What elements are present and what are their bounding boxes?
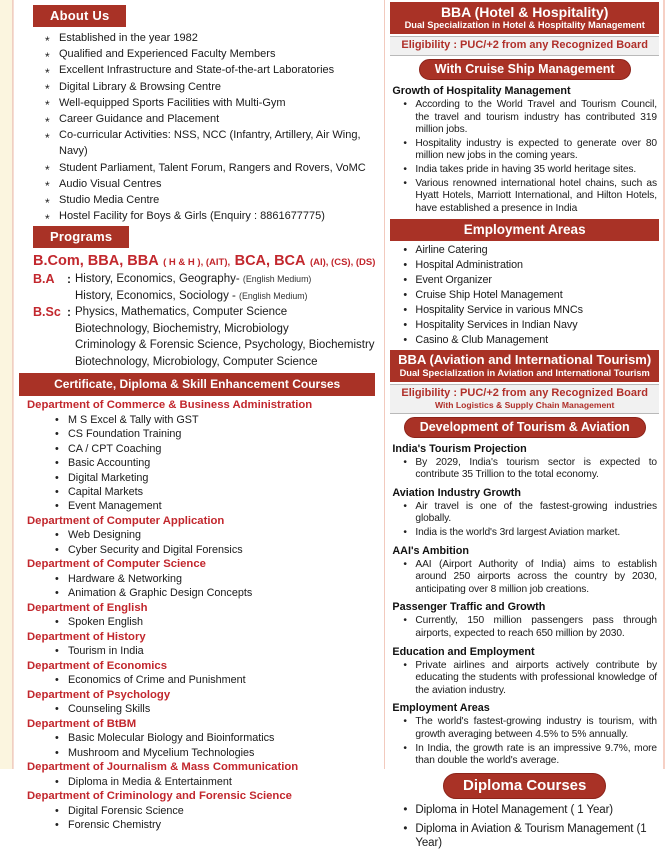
department-items (19, 731, 375, 760)
aviation-section (390, 702, 659, 767)
bullet-item: • In India, the growth rate is an impressive 9.7%, more than double the world's average. (403, 743, 657, 768)
section-heading: Aviation Industry Growth (392, 486, 521, 499)
growth-bullets (390, 99, 659, 215)
department-name: Department of Computer Application (27, 514, 225, 527)
course-item: • Cyber Security and Digital Forensics (55, 543, 375, 557)
department-block (19, 601, 375, 630)
programs-main-seg3: BCA, BCA (234, 253, 306, 270)
department-items (19, 615, 375, 629)
bullet-item: • By 2029, India's tourism sector is expected to contribute 35 Trillion to the total economy. (403, 457, 657, 482)
medium-note: (English Medium) (242, 274, 312, 285)
course-item: • Economics of Crime and Punishment (55, 673, 375, 687)
section-bullets (390, 615, 659, 640)
course-item: • Basic Molecular Biology and Bioinformatics (55, 731, 375, 745)
section-bullets (390, 716, 659, 767)
employment-areas-bar: Employment Areas (390, 219, 659, 241)
department-name: Department of History (27, 630, 146, 643)
department-items (19, 673, 375, 687)
ba-label: B.A (33, 272, 55, 287)
course-item: • Capital Markets (55, 485, 375, 499)
ba-colon: : (67, 272, 71, 287)
department-items (19, 528, 375, 557)
ba-line-text: History, Economics, Sociology - (75, 289, 236, 302)
bsc-colon: : (67, 305, 71, 320)
department-items (19, 572, 375, 601)
about-item: * Well-equipped Sports Facilities with Multi-Gym (45, 95, 375, 111)
course-item: • Forensic Chemistry (55, 818, 375, 832)
about-item: * Career Guidance and Placement (45, 111, 375, 127)
section-bullets (390, 559, 659, 597)
department-items (19, 804, 375, 833)
bsc-line: Physics, Mathematics, Computer Science (75, 306, 288, 319)
department-name: Department of Journalism & Mass Communication (27, 761, 299, 774)
course-item: • Animation & Graphic Design Concepts (55, 586, 375, 600)
course-item: • Basic Accounting (55, 456, 375, 470)
growth-heading: Growth of Hospitality Management (392, 85, 571, 97)
bsc-line: Biotechnology, Microbiology, Computer Science (75, 355, 318, 368)
tourism-aviation-pill: Development of Tourism & Aviation (404, 417, 646, 438)
department-block (19, 630, 375, 659)
about-item: * Qualified and Experienced Faculty Members (45, 46, 375, 62)
programs-main-seg4: (AI), (CS), (DS) (309, 257, 376, 269)
department-name: Department of Computer Science (27, 558, 206, 571)
course-item: • Counseling Skills (55, 702, 375, 716)
about-item: * Hostel Facility for Boys & Girls (Enquiry : 8861677775) (45, 208, 375, 224)
course-item: • Digital Marketing (55, 471, 375, 485)
course-item: • Hardware & Networking (55, 572, 375, 586)
department-block (19, 659, 375, 688)
course-item: • Web Designing (55, 528, 375, 542)
section-heading: Employment Areas (392, 702, 490, 715)
aviation-section (390, 646, 659, 698)
eligibility-bar: Eligibility : PUC/+2 from any Recognized Board (390, 36, 659, 56)
about-us-header: About Us (33, 5, 126, 27)
course-item: • M S Excel & Tally with GST (55, 413, 375, 427)
department-name: Department of Psychology (27, 688, 171, 701)
department-items (19, 702, 375, 716)
right-column (384, 0, 665, 849)
aviation-section (390, 443, 659, 482)
bullet-item: • Air travel is one of the fastest-growing industries globally. (403, 501, 657, 526)
diploma-item: • Diploma in Aviation & Tourism Management (1 Year) (403, 822, 657, 850)
ba-line-text: History, Economics, Geography- (75, 273, 240, 286)
about-item: * Digital Library & Browsing Centre (45, 79, 375, 95)
employment-item: • Casino & Club Management (403, 334, 657, 348)
bullet-item: • Currently, 150 million passengers pass through airports, expected to reach 650 million by 2030. (403, 615, 657, 640)
section-heading: Passenger Traffic and Growth (392, 601, 546, 614)
left-column (13, 0, 381, 832)
programs-main-line (33, 252, 375, 270)
section-bullets (390, 501, 659, 540)
course-item: • Mushroom and Mycelium Technologies (55, 746, 375, 760)
aviation-section (390, 545, 659, 597)
programs-main-seg2: ( H & H ), (AIT), (163, 257, 231, 269)
about-item: * Student Parliament, Talent Forum, Rangers and Rovers, VoMC (45, 160, 375, 176)
department-name: Department of Economics (27, 659, 167, 672)
programs-detail (33, 271, 375, 370)
bullet-item: • Private airlines and airports actively contribute by educating the students with professional knowledge of the aviation industry. (403, 660, 657, 698)
bullet-item: • According to the World Travel and Tourism Council, the travel and tourism industry has contributed 319 million jobs. (403, 99, 657, 137)
department-block (19, 398, 375, 513)
course-item: • Diploma in Media & Entertainment (55, 775, 375, 789)
department-block (19, 688, 375, 717)
section-bullets (390, 660, 659, 698)
bullet-item: • The world's fastest-growing industry is tourism, with growth averaging between 4.5% to 5% annually. (403, 716, 657, 741)
course-item: • CA / CPT Coaching (55, 442, 375, 456)
aviation-section (390, 601, 659, 640)
bullet-item: • Various renowned international hotel chains, such as Hyatt Hotels, Marriott International, and Hilton Hotels, have established a presence in India (403, 178, 657, 216)
diploma-list (390, 803, 659, 850)
eligibility-bar-aviation (390, 384, 659, 414)
course-item: • Tourism in India (55, 644, 375, 658)
bba-aviation-header (390, 350, 659, 382)
diploma-courses-pill: Diploma Courses (443, 773, 606, 799)
bullet-item: • AAI (Airport Authority of India) aims to establish around 250 airports across the country by 2030, anticipating over 8 million job creations. (403, 559, 657, 597)
department-block (19, 717, 375, 760)
bsc-line: Biotechnology, Biochemistry, Microbiology (75, 322, 289, 335)
about-us-list (19, 30, 375, 224)
programs-header: Programs (33, 226, 129, 248)
employment-item: • Airline Catering (403, 244, 657, 258)
about-item: * Co-curricular Activities: NSS, NCC (Infantry, Artillery, Air Wing, Navy) (45, 127, 375, 159)
course-item: • Event Management (55, 499, 375, 513)
section-heading: Education and Employment (392, 645, 535, 658)
course-item: • Digital Forensic Science (55, 804, 375, 818)
ba-line (75, 271, 375, 288)
course-item: • CS Foundation Training (55, 427, 375, 441)
employment-item: • Hospitality Services in Indian Navy (403, 319, 657, 333)
bsc-line: Criminology & Forensic Science, Psychology, Biochemistry (75, 339, 375, 352)
about-item: * Established in the year 1982 (45, 30, 375, 46)
bba-aviation-title: BBA (Aviation and International Tourism) (398, 351, 652, 367)
bullet-item: • India is the world's 3rd largest Aviation market. (403, 527, 657, 540)
aviation-section (390, 487, 659, 540)
about-item: * Excellent Infrastructure and State-of-the-art Laboratories (45, 62, 375, 78)
employment-item: • Cruise Ship Hotel Management (403, 289, 657, 303)
department-items (19, 413, 375, 514)
department-block (19, 514, 375, 557)
course-item: • Spoken English (55, 615, 375, 629)
programs-main-seg1: B.Com, BBA, BBA (33, 253, 159, 270)
about-item: * Studio Media Centre (45, 192, 375, 208)
medium-note: (English Medium) (239, 290, 308, 301)
department-name: Department of BtBM (27, 717, 137, 730)
diploma-item: • Diploma in Hotel Management ( 1 Year) (403, 803, 657, 817)
section-heading: AAI's Ambition (392, 544, 469, 557)
department-items (19, 644, 375, 658)
bba-hotel-title: BBA (Hotel & Hospitality) (440, 4, 609, 20)
department-block (19, 557, 375, 600)
page-edge-strip (0, 0, 13, 769)
employment-areas-list (390, 244, 659, 347)
section-bullets (390, 457, 659, 482)
department-items (19, 775, 375, 789)
cruise-ship-pill: With Cruise Ship Management (419, 59, 631, 80)
department-name: Department of Commerce & Business Administration (27, 399, 313, 412)
eligibility-subtext: With Logistics & Supply Chain Management (434, 399, 615, 410)
employment-item: • Hospital Administration (403, 259, 657, 273)
employment-item: • Event Organizer (403, 274, 657, 288)
department-name: Department of English (27, 601, 148, 614)
ba-line (75, 288, 375, 305)
bba-aviation-subtitle: Dual Specialization in Aviation and International Tourism (399, 367, 650, 378)
certificate-courses-bar: Certificate, Diploma & Skill Enhancement Courses (19, 373, 375, 396)
bsc-label: B.Sc (33, 305, 61, 320)
department-block (19, 789, 375, 832)
department-name: Department of Criminology and Forensic Science (27, 790, 292, 803)
section-heading: India's Tourism Projection (392, 442, 527, 455)
about-item: * Audio Visual Centres (45, 176, 375, 192)
bba-hotel-subtitle: Dual Specialization in Hotel & Hospitality Management (404, 20, 645, 30)
bullet-item: • India takes pride in having 35 world heritage sites. (403, 164, 657, 177)
eligibility-text: Eligibility : PUC/+2 from any Recognized Board (401, 386, 648, 399)
department-block (19, 760, 375, 789)
bullet-item: • Hospitality industry is expected to generate over 80 million new jobs in the coming years. (403, 138, 657, 163)
bba-hotel-header (390, 2, 659, 34)
employment-item: • Hospitality Service in various MNCs (403, 304, 657, 318)
